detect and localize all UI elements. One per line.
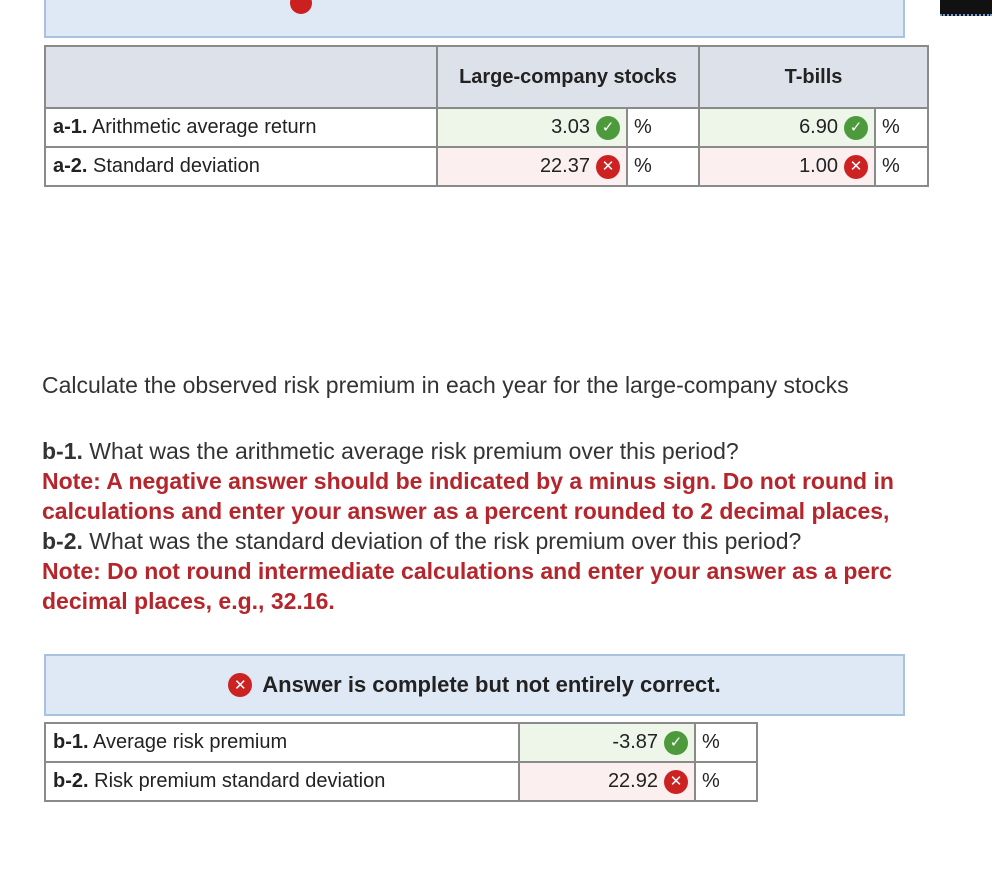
row-label-prefix: a-2. xyxy=(53,155,88,177)
col-header-large-company-stocks: Large-company stocks xyxy=(437,46,699,108)
row-label-risk-premium-std-dev xyxy=(45,762,519,801)
question-b2-note-2: decimal places, e.g., 32.16. xyxy=(42,588,335,614)
col-header-t-bills: T-bills xyxy=(699,46,928,108)
question-b1 xyxy=(42,436,992,466)
unit-cell: % xyxy=(627,108,699,147)
question-b2-prefix: b-2. xyxy=(42,528,83,554)
table-row xyxy=(45,723,757,762)
cross-icon: ✕ xyxy=(844,155,868,179)
answer-value: 22.37 xyxy=(539,155,590,177)
row-label-prefix: b-2. xyxy=(53,770,89,792)
answer-cell[interactable] xyxy=(699,147,875,186)
question-intro: Calculate the observed risk premium in each year for the large-company stocks xyxy=(42,372,849,398)
unit-cell: % xyxy=(695,723,757,762)
answer-cell[interactable] xyxy=(437,108,627,147)
answer-value: 1.00 xyxy=(799,155,838,177)
check-icon: ✓ xyxy=(596,116,620,140)
question-b1-note: Note: A negative answer should be indicated by a minus sign. Do not round in xyxy=(42,468,894,494)
question-b1-note-2: calculations and enter your answer as a percent rounded to 2 decimal places, xyxy=(42,498,890,524)
answer-cell[interactable] xyxy=(519,762,695,801)
row-label-text: Average risk premium xyxy=(88,731,288,753)
answer-value: 3.03 xyxy=(551,116,590,138)
table-b xyxy=(44,722,758,802)
unit-cell: % xyxy=(627,147,699,186)
question-b2-text: What was the standard deviation of the risk premium over this period? xyxy=(82,528,802,554)
table-a xyxy=(44,45,929,187)
row-label-text: Arithmetic average return xyxy=(87,116,317,138)
answer-cell[interactable] xyxy=(437,147,627,186)
row-label-prefix: b-1. xyxy=(53,731,89,753)
question-b2-note: Note: Do not round intermediate calculations and enter your answer as a perc xyxy=(42,558,892,584)
table-row xyxy=(45,147,928,186)
cross-icon: ✕ xyxy=(596,155,620,179)
row-label-standard-deviation xyxy=(45,147,437,186)
row-label-text: Risk premium standard deviation xyxy=(88,770,386,792)
unit-cell: % xyxy=(875,108,928,147)
row-label-arithmetic-average xyxy=(45,108,437,147)
table-row xyxy=(45,762,757,801)
unit-cell: % xyxy=(875,147,928,186)
question-b2 xyxy=(42,526,992,556)
table-row xyxy=(45,108,928,147)
answer-status-text: Answer is complete but not entirely correct. xyxy=(262,672,721,697)
answer-value: 6.90 xyxy=(799,116,838,138)
question-b1-prefix: b-1. xyxy=(42,438,83,464)
check-icon: ✓ xyxy=(844,116,868,140)
cross-icon: ✕ xyxy=(664,770,688,794)
answer-value: 22.92 xyxy=(607,770,658,792)
check-icon: ✓ xyxy=(664,731,688,755)
corner-widget xyxy=(940,0,992,16)
question-b1-text: What was the arithmetic average risk premium over this period? xyxy=(82,438,739,464)
answer-cell[interactable] xyxy=(519,723,695,762)
row-label-prefix: a-1. xyxy=(53,116,88,138)
question-block xyxy=(42,436,992,616)
row-label-average-risk-premium xyxy=(45,723,519,762)
answer-status-banner xyxy=(44,654,905,716)
table-a-header-blank xyxy=(45,46,437,108)
row-label-text: Standard deviation xyxy=(87,155,260,177)
cross-icon: ✕ xyxy=(228,673,252,697)
previous-answer-banner xyxy=(44,0,905,38)
unit-cell: % xyxy=(695,762,757,801)
answer-value: -3.87 xyxy=(612,731,658,753)
answer-cell[interactable] xyxy=(699,108,875,147)
